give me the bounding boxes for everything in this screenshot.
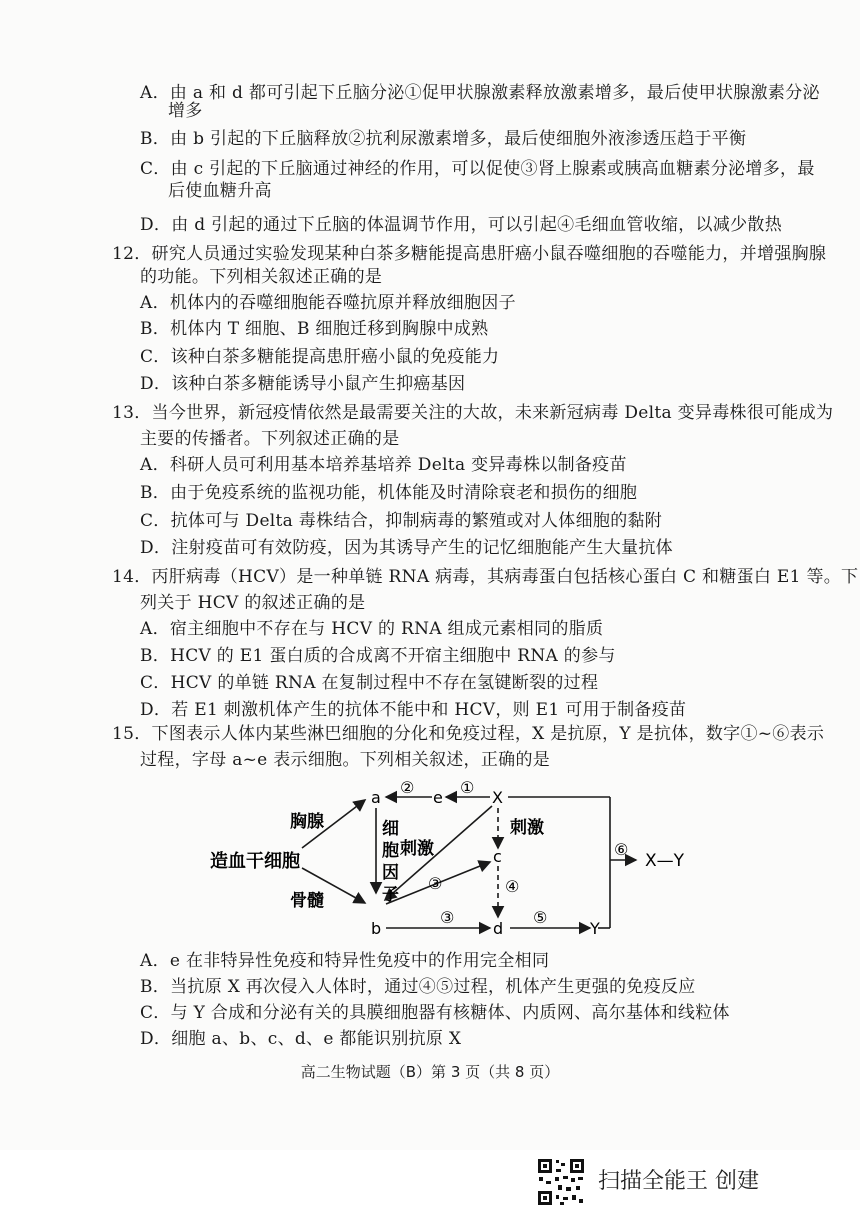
q14-option-b: B．HCV 的 E1 蛋白质的合成离不开宿主细胞中 RNA 的参与	[140, 646, 616, 666]
q11-option-b: B．由 b 引起的下丘脑释放②抗利尿激素增多，最后使细胞外液渗透压趋于平衡	[140, 129, 747, 149]
cell-b: b	[371, 919, 382, 938]
step-5: ⑤	[533, 908, 548, 927]
q13-option-d: D．注射疫苗可有效防疫，因为其诱导产生的记忆细胞能产生大量抗体	[140, 538, 673, 558]
q15-option-d: D．细胞 a、b、c、d、e 都能识别抗原 X	[140, 1029, 462, 1049]
q14-option-d: D．若 E1 刺激机体产生的抗体不能中和 HCV，则 E1 可用于制备疫苗	[140, 700, 687, 720]
q13-option-c: C．抗体可与 Delta 毒株结合，抑制病毒的繁殖或对人体细胞的黏附	[140, 511, 663, 531]
q13-stem: 13．当今世界，新冠疫情依然是最需要关注的大故，未来新冠病毒 Delta 变异毒株很可能成为	[112, 403, 834, 423]
step-6: ⑥	[614, 840, 629, 859]
step-1: ①	[460, 778, 475, 797]
step-2: ②	[400, 778, 415, 797]
q11-option-c: C．由 c 引起的下丘脑通过神经的作用，可以促使③肾上腺素或胰高血糖素分泌增多，最	[140, 159, 815, 179]
stem-cell-label: 造血干细胞	[210, 851, 300, 872]
q12-stem: 12．研究人员通过实验发现某种白茶多糖能提高患肝癌小鼠吞噬细胞的吞噬能力，并增强胸腺	[112, 244, 827, 264]
q14-stem-cont: 列关于 HCV 的叙述正确的是	[140, 593, 366, 613]
scanner-watermark-text: 扫描全能王 创建	[598, 1169, 759, 1194]
q15-option-a: A．e 在非特异性免疫和特异性免疫中的作用完全相同	[140, 951, 550, 971]
q13-option-a: A．科研人员可利用基本培养基培养 Delta 变异毒株以制备疫苗	[140, 455, 627, 475]
q13-stem-cont: 主要的传播者。下列叙述正确的是	[140, 429, 400, 449]
q11-option-a: A．由 a 和 d 都可引起下丘脑分泌①促甲状腺激素释放激素增多，最后使甲状腺激素分泌	[140, 83, 820, 103]
stimulus-label-2: 刺激	[510, 818, 544, 838]
q13-option-b: B．由于免疫系统的监视功能，机体能及时清除衰老和损伤的细胞	[140, 483, 638, 503]
antibody-y: Y	[590, 919, 600, 938]
q12-stem-cont: 的功能。下列相关叙述正确的是	[140, 267, 383, 287]
q14-option-c: C．HCV 的单链 RNA 在复制过程中不存在氢键断裂的过程	[140, 673, 599, 693]
q12-option-d: D．该种白茶多糖能诱导小鼠产生抑癌基因	[140, 374, 466, 394]
q12-option-a: A．机体内的吞噬细胞能吞噬抗原并释放细胞因子	[140, 293, 516, 313]
cell-e: e	[433, 788, 443, 807]
q12-option-b: B．机体内 T 细胞、B 细胞迁移到胸腺中成熟	[140, 319, 489, 339]
cytokine-char-2: 胞	[382, 841, 399, 861]
stimulus-label-1: 刺激	[400, 839, 434, 859]
q14-option-a: A．宿主细胞中不存在与 HCV 的 RNA 组成元素相同的脂质	[140, 619, 604, 639]
antigen-antibody-complex: X—Y	[645, 851, 685, 871]
antigen-x: X	[492, 788, 503, 807]
q15-stem: 15．下图表示人体内某些淋巴细胞的分化和免疫过程，X 是抗原，Y 是抗体，数字①~⑥表示	[112, 724, 825, 744]
step-3b: ③	[440, 908, 455, 927]
cytokine-char-4: 子	[382, 885, 399, 905]
q15-stem-cont: 过程，字母 a~e 表示细胞。下列相关叙述，正确的是	[140, 750, 551, 770]
qr-code-icon	[536, 1157, 586, 1207]
q15-option-b: B．当抗原 X 再次侵入人体时，通过④⑤过程，机体产生更强的免疫反应	[140, 977, 696, 997]
thymus-label: 胸腺	[290, 812, 324, 832]
q11-option-d: D．由 d 引起的通过下丘脑的体温调节作用，可以引起④毛细血管收缩，以减少散热	[140, 215, 783, 235]
cytokine-char-1: 细	[382, 819, 399, 839]
q11-option-a-cont: 增多	[168, 101, 203, 121]
q14-stem: 14．丙肝病毒（HCV）是一种单链 RNA 病毒，其病毒蛋白包括核心蛋白 C 和糖蛋白 E1 等。下	[112, 567, 859, 587]
q15-option-c: C．与 Y 合成和分泌有关的具膜细胞器有核糖体、内质网、高尔基体和线粒体	[140, 1003, 730, 1023]
cell-a: a	[371, 788, 381, 807]
step-3a: ③	[428, 874, 443, 893]
lymphocyte-diagram	[0, 775, 860, 955]
page-footer: 高二生物试题（B）第 3 页（共 8 页）	[300, 1063, 560, 1081]
cell-c: c	[493, 847, 502, 866]
marrow-label: 骨髓	[290, 891, 324, 911]
cell-d: d	[493, 919, 504, 938]
step-4: ④	[505, 877, 520, 896]
q11-option-c-cont: 后使血糖升高	[168, 181, 272, 201]
cytokine-char-3: 因	[382, 863, 399, 883]
q12-option-c: C．该种白茶多糖能提高患肝癌小鼠的免疫能力	[140, 347, 500, 367]
